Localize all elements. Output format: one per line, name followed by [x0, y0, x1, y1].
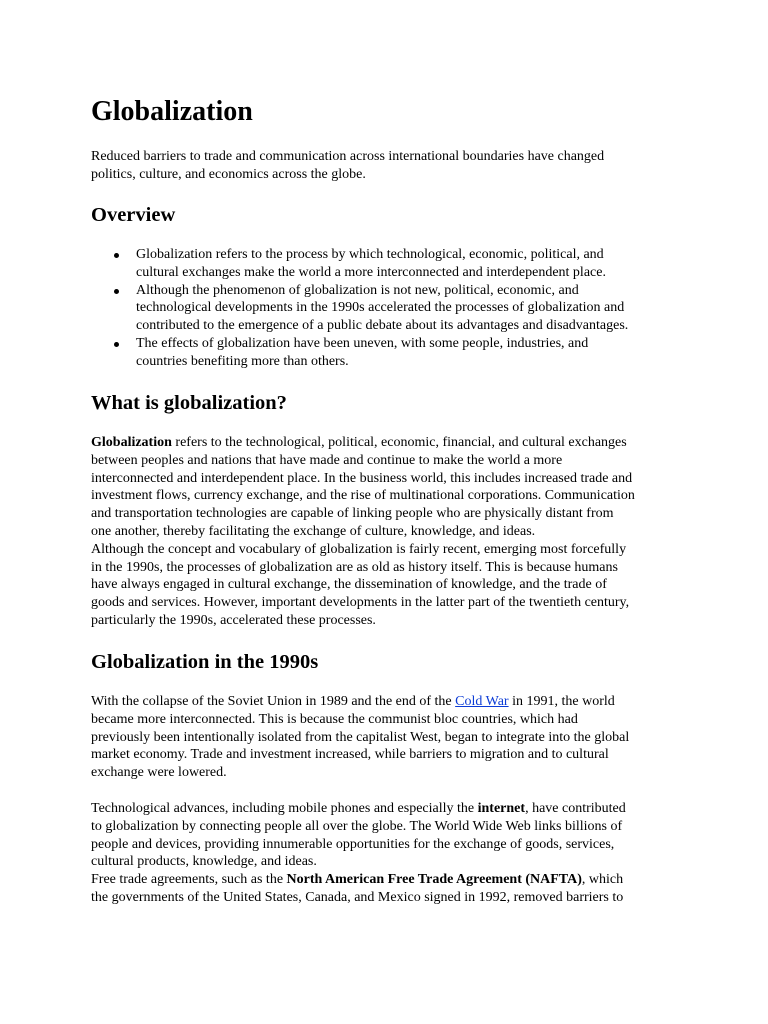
cold-war-link[interactable]: Cold War — [455, 694, 509, 709]
overview-bullet-3 — [91, 335, 681, 371]
paragraph-line: in the 1990s, the processes of globalization are as old as history itself. This is because humans — [91, 559, 618, 575]
line-text: , which — [581, 872, 624, 888]
bullet-line: countries benefiting more than others. — [136, 353, 349, 369]
nineties-paragraph-1 — [91, 693, 681, 782]
what-is-paragraph — [91, 434, 681, 630]
intro-line: Reduced barriers to trade and communication across international boundaries have changed — [91, 149, 605, 164]
intro-paragraph — [91, 148, 681, 184]
bullet-icon — [114, 253, 119, 258]
nineties-heading: Globalization in the 1990s — [91, 651, 319, 673]
paragraph-line: investment flows, currency exchange, and the rise of multinational corporations. Communication — [91, 488, 635, 504]
paragraph-line: between peoples and nations that have made and continue to make the world a more — [91, 452, 563, 468]
paragraph-line: to globalization by connecting people all over the globe. The World Wide Web links billions of — [91, 818, 623, 834]
bullet-line: Globalization refers to the process by which technological, economic, political, and — [136, 247, 604, 262]
paragraph-line: and transportation technologies are capable of linking people who are physically distant from — [91, 506, 614, 522]
page-title: Globalization — [91, 96, 253, 127]
bullet-line: The effects of globalization have been uneven, with some people, industries, and — [136, 335, 589, 351]
bullet-line: Although the phenomenon of globalization is not new, political, economic, and — [136, 282, 579, 298]
paragraph-line: goods and services. However, important developments in the latter part of the twentieth century, — [91, 595, 630, 611]
line-text: in 1991, the world — [508, 694, 615, 709]
paragraph-line — [91, 800, 681, 818]
paragraph-line: the governments of the United States, Canada, and Mexico signed in 1992, removed barriers to — [91, 889, 624, 905]
line-text: refers to the technological, political, economic, financial, and cultural exchanges — [171, 435, 627, 450]
paragraph-line: particularly the 1990s, accelerated these processes. — [91, 612, 376, 628]
nineties-paragraph-2 — [91, 800, 681, 907]
bullet-line: technological developments in the 1990s accelerated the processes of globalization and — [136, 300, 625, 316]
overview-heading: Overview — [91, 204, 176, 226]
what-is-heading: What is globalization? — [91, 392, 287, 414]
line-text: Free trade agreements, such as the — [91, 872, 287, 888]
paragraph-line: exchange were lowered. — [91, 765, 227, 781]
bullet-icon — [114, 289, 119, 294]
paragraph-line: interconnected and interdependent place. In the business world, this includes increased trade and — [91, 470, 633, 486]
overview-bullet-2 — [91, 282, 681, 335]
paragraph-line: previously been intentionally isolated from the capitalist West, began to integrate into the global — [91, 729, 630, 745]
internet-term: internet — [477, 801, 526, 816]
paragraph-line: one another, thereby facilitating the exchange of culture, knowledge, and ideas. — [91, 523, 536, 539]
paragraph-line: have always engaged in cultural exchange, the dissemination of knowledge, and the trade of — [91, 577, 607, 593]
paragraph-line — [91, 871, 681, 889]
bullet-line: cultural exchanges make the world a more interconnected and interdependent place. — [136, 264, 606, 280]
paragraph-line — [91, 434, 681, 452]
bullet-icon — [114, 342, 119, 347]
intro-line: politics, culture, and economics across the globe. — [91, 166, 366, 182]
bullet-line: contributed to the emergence of a public debate about its advantages and disadvantages. — [136, 318, 629, 334]
line-text: With the collapse of the Soviet Union in 1989 and the end of the — [91, 694, 456, 709]
paragraph-line: Although the concept and vocabulary of globalization is fairly recent, emerging most forcefully — [91, 541, 627, 557]
globalization-term: Globalization — [91, 435, 172, 450]
paragraph-line: cultural products, knowledge, and ideas. — [91, 854, 317, 870]
paragraph-line — [91, 693, 681, 711]
line-text: Technological advances, including mobile phones and especially the — [91, 801, 478, 816]
overview-bullet-1 — [91, 246, 681, 282]
overview-bullet-list — [91, 246, 681, 371]
nafta-term: North American Free Trade Agreement (NAFTA) — [286, 872, 582, 888]
paragraph-line: market economy. Trade and investment increased, while barriers to migration and to cultural — [91, 747, 609, 763]
paragraph-line: became more interconnected. This is because the communist bloc countries, which had — [91, 711, 578, 727]
paragraph-line: people and devices, providing innumerable opportunities for the exchange of goods, services, — [91, 836, 615, 852]
line-text: , have contributed — [525, 801, 626, 816]
